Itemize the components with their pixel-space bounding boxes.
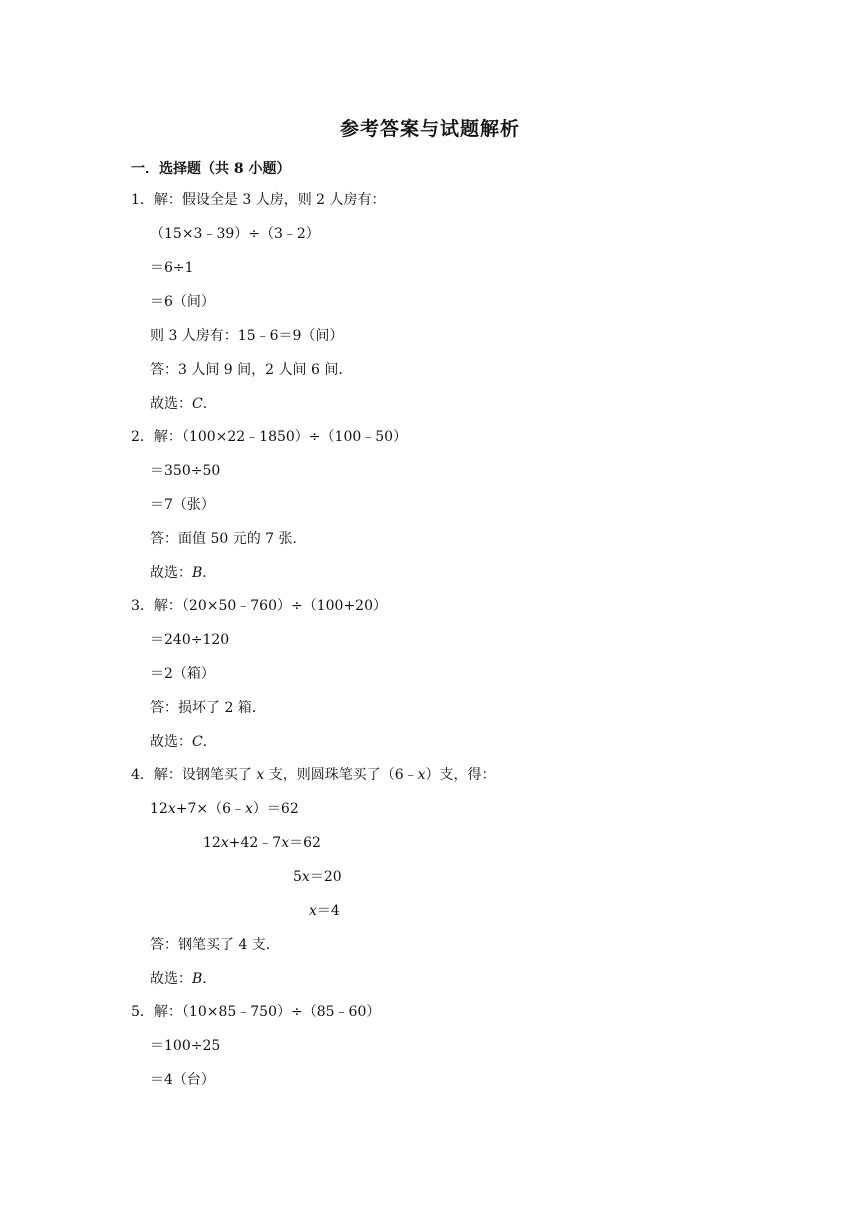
eq-part: ＝62: [289, 835, 321, 851]
q3-choice: [150, 733, 217, 751]
q1-step-3: ＝6（间）: [150, 294, 215, 310]
q5-step-2: ＝4（台）: [150, 1072, 215, 1088]
q1-step-2: ＝6÷1: [150, 260, 194, 276]
q3-step-2: ＝2（箱）: [150, 666, 215, 682]
q5-step-1: ＝100÷25: [150, 1038, 221, 1054]
choice-letter: C: [192, 396, 203, 412]
variable-x: x: [167, 801, 176, 817]
variable-x: x: [301, 869, 310, 885]
q2-answer: 答：面值 50 元的 7 张．: [150, 531, 307, 547]
q5-intro: 5．解：（10×85﹣750）÷（85﹣60）: [131, 1004, 381, 1020]
variable-x: x: [256, 767, 265, 783]
q4-equation-2: [203, 834, 321, 852]
q1-intro: 1．解：假设全是 3 人房，则 2 人房有：: [131, 192, 386, 208]
q4-intro-part: 支，则圆珠笔买了（6﹣: [264, 767, 418, 783]
choice-letter: B: [192, 565, 203, 581]
q2-choice: [150, 564, 216, 582]
eq-part: ＝4: [316, 903, 340, 919]
q4-answer: 答：钢笔买了 4 支．: [150, 937, 280, 953]
q3-answer: 答：损坏了 2 箱．: [150, 700, 266, 716]
choice-letter: C: [192, 734, 203, 750]
section-heading: 一．选择题（共 8 小题）: [131, 161, 291, 177]
variable-x: x: [245, 801, 253, 817]
choice-label: 故选：: [150, 734, 192, 750]
variable-x: x: [281, 835, 290, 851]
q1-answer: 答：3 人间 9 间，2 人间 6 间．: [150, 362, 353, 378]
q4-intro-part: ）支，得：: [425, 767, 496, 783]
eq-part: +42﹣7: [228, 835, 282, 851]
q4-choice: [150, 970, 216, 988]
eq-part: +7×（6﹣: [175, 801, 246, 817]
variable-x: x: [309, 903, 317, 919]
q4-equation-4: [309, 902, 340, 920]
choice-label: 故选：: [150, 565, 192, 581]
choice-label: 故选：: [150, 396, 192, 412]
eq-part: 12: [150, 801, 168, 817]
eq-part: ）＝62: [252, 801, 299, 817]
q4-equation-1: [150, 800, 299, 818]
eq-part: ＝20: [309, 869, 342, 885]
q2-intro: 2．解：（100×22﹣1850）÷（100﹣50）: [131, 429, 408, 445]
q1-choice: [150, 395, 217, 413]
eq-part: 5: [293, 869, 302, 885]
page-title: 参考答案与试题解析: [339, 118, 520, 140]
choice-label: 故选：: [150, 971, 192, 987]
q2-step-2: ＝7（张）: [150, 497, 215, 513]
q4-equation-3: [293, 868, 342, 886]
choice-period: ．: [202, 734, 217, 750]
choice-period: ．: [202, 396, 217, 412]
q2-step-1: ＝350÷50: [150, 463, 221, 479]
eq-part: 12: [203, 835, 221, 851]
choice-letter: B: [192, 971, 203, 987]
q1-step-1: （15×3﹣39）÷（3﹣2）: [150, 226, 320, 242]
variable-x: x: [417, 767, 426, 783]
choice-period: ．: [202, 971, 217, 987]
choice-period: ．: [202, 565, 217, 581]
q3-step-1: ＝240÷120: [150, 632, 230, 648]
q1-step-4: 则 3 人房有：15﹣6＝9（间）: [150, 328, 344, 344]
q4-intro-part: 4．解：设钢笔买了: [131, 767, 257, 783]
q3-intro: 3．解：（20×50﹣760）÷（100+20）: [131, 598, 387, 614]
q4-intro: [131, 766, 496, 784]
variable-x: x: [220, 835, 229, 851]
